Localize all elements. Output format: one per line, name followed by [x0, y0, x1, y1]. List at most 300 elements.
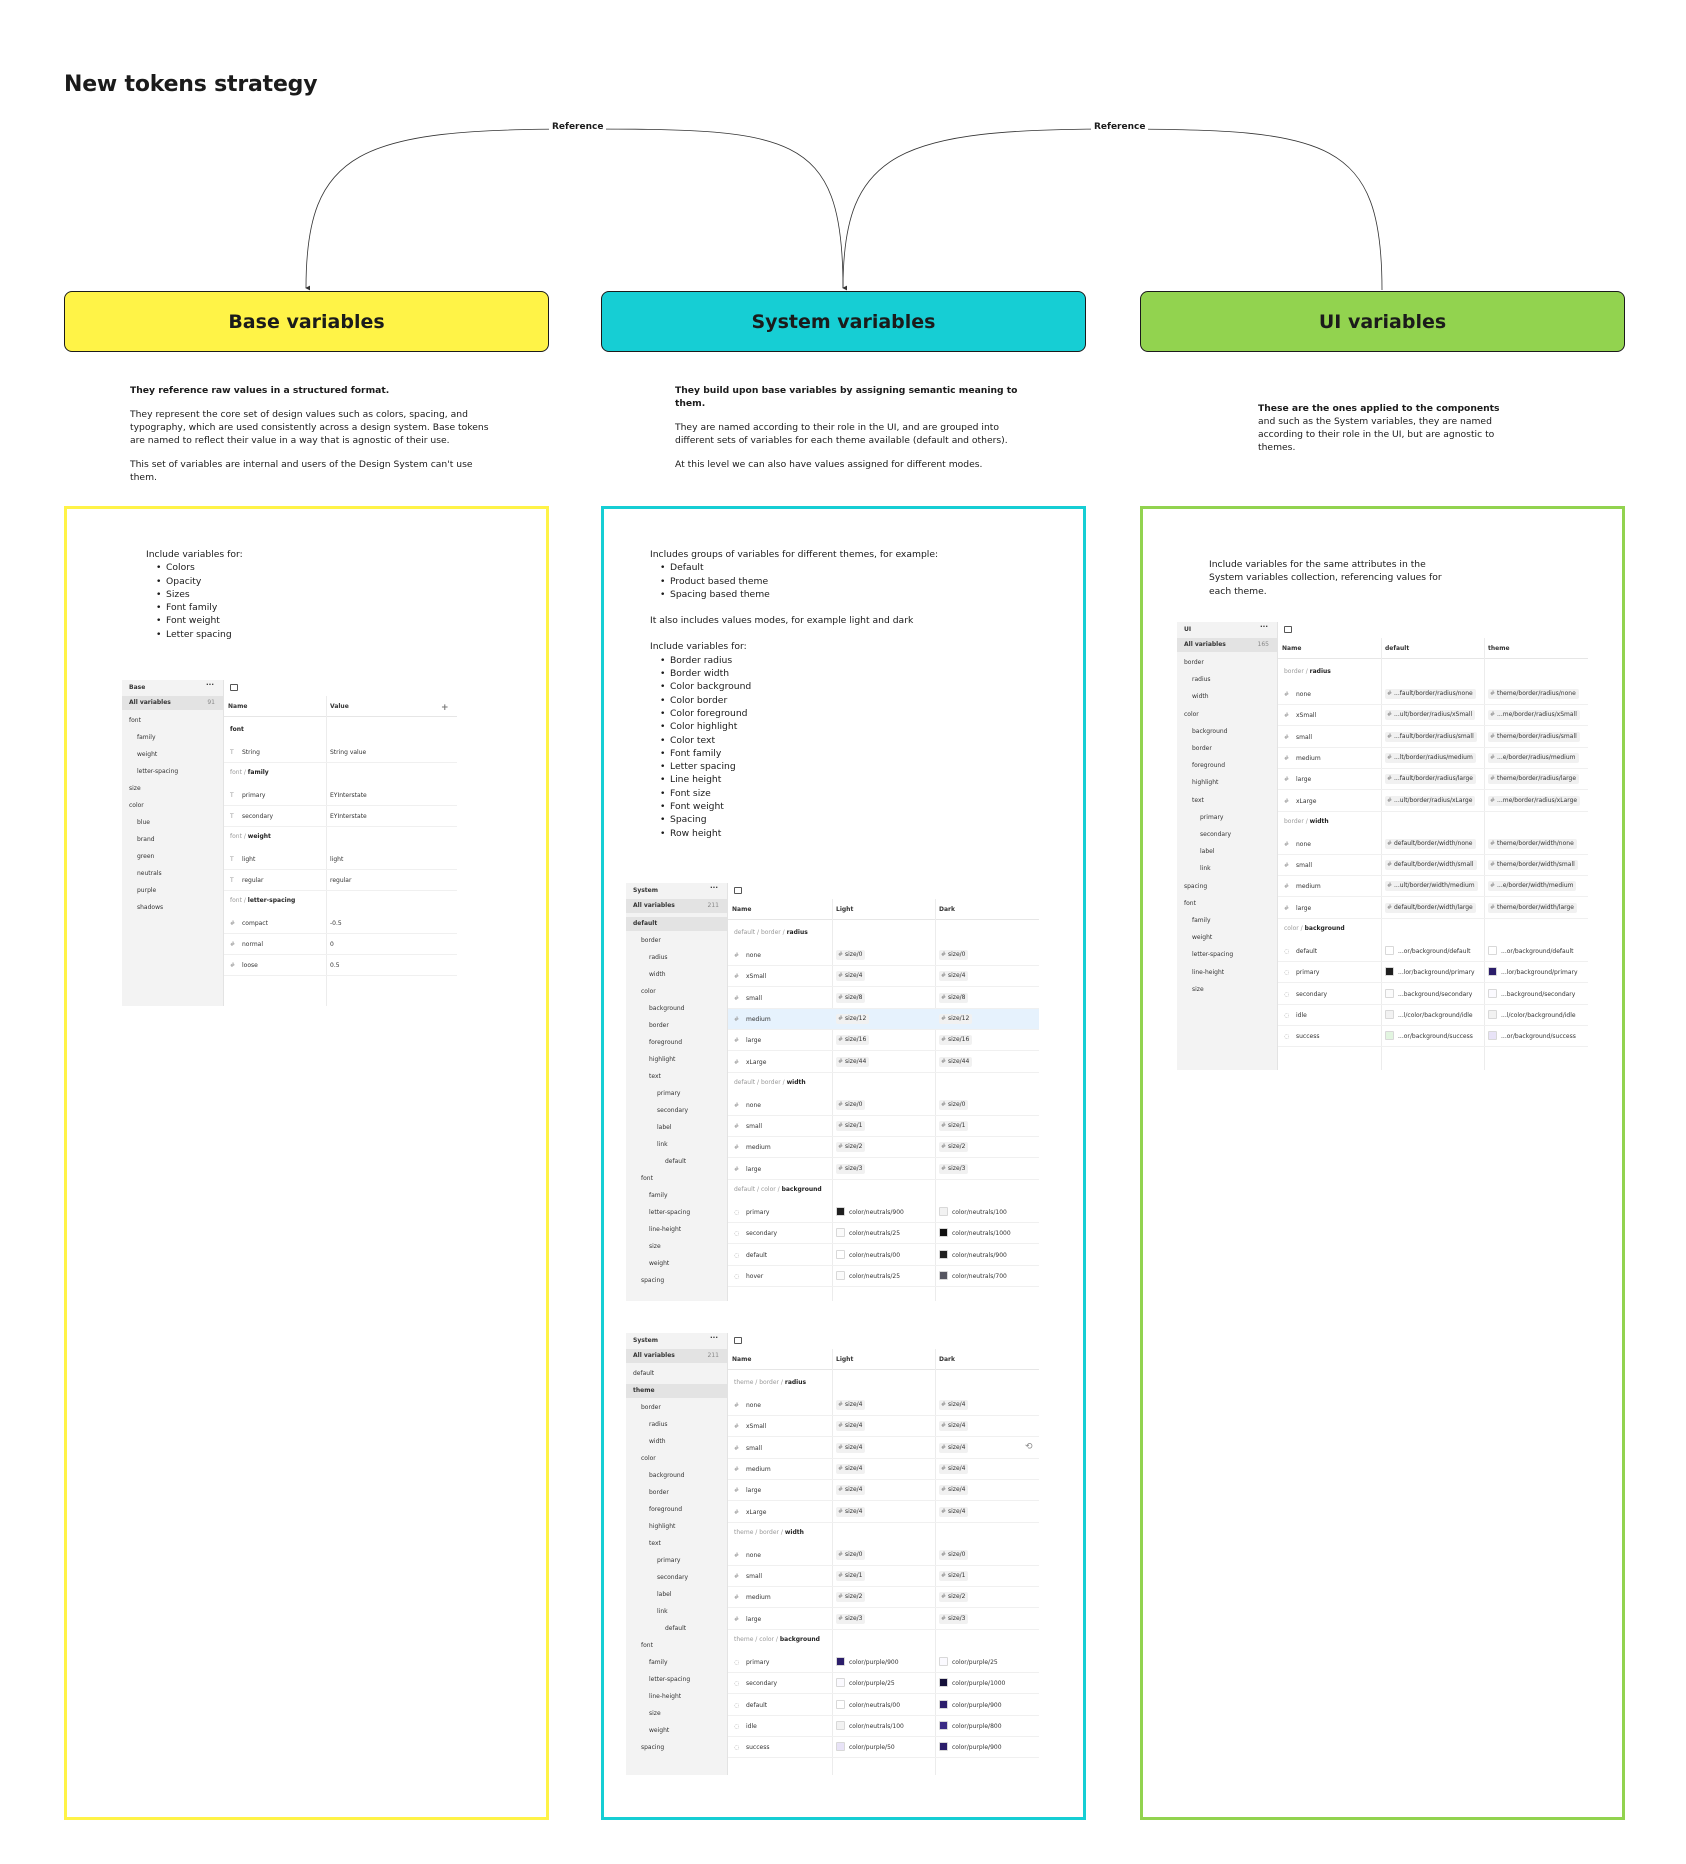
- sidebar-group-item[interactable]: purple: [137, 887, 157, 894]
- alias-pill[interactable]: # default/border/width/large: [1385, 903, 1476, 913]
- table-row[interactable]: [728, 1502, 1039, 1523]
- table-row[interactable]: [728, 1459, 1039, 1480]
- variable-value[interactable]: EYInterstate: [330, 813, 367, 820]
- alias-pill[interactable]: # size/4: [836, 1485, 865, 1495]
- sidebar-all-variables[interactable]: [626, 1349, 727, 1363]
- table-row[interactable]: [728, 1566, 1039, 1587]
- sidebar-group-item[interactable]: weight: [137, 751, 158, 758]
- alias-pill[interactable]: # size/44: [836, 1057, 869, 1067]
- alias-value[interactable]: color/neutrals/1000: [952, 1230, 1011, 1238]
- sidebar-group-item[interactable]: letter-spacing: [649, 1676, 691, 1683]
- table-row[interactable]: [224, 870, 457, 891]
- variable-value[interactable]: 0.5: [330, 962, 340, 969]
- sidebar-group-item[interactable]: color: [1184, 710, 1199, 718]
- sidebar-group-item[interactable]: family: [649, 1192, 668, 1199]
- table-row[interactable]: [728, 1395, 1039, 1416]
- table-row[interactable]: [224, 913, 457, 934]
- table-row[interactable]: [728, 1716, 1039, 1737]
- table-row[interactable]: [728, 966, 1039, 987]
- variable-name[interactable]: medium: [746, 1144, 771, 1152]
- alias-pill[interactable]: # size/3: [939, 1164, 968, 1174]
- variable-name[interactable]: default: [746, 1251, 768, 1259]
- variable-value[interactable]: 0: [330, 941, 334, 948]
- variable-name[interactable]: normal: [242, 941, 264, 948]
- alias-value[interactable]: color/purple/800: [952, 1722, 1002, 1730]
- variable-value[interactable]: -0.5: [330, 920, 342, 927]
- variable-name[interactable]: medium: [746, 1465, 771, 1473]
- sidebar-group-item[interactable]: primary: [1200, 813, 1224, 821]
- group-path: font /: [230, 769, 248, 776]
- variable-name[interactable]: secondary: [242, 813, 274, 820]
- variable-name[interactable]: xLarge: [746, 1058, 767, 1066]
- table-row[interactable]: [224, 849, 457, 870]
- alias-pill[interactable]: # size/4: [836, 1443, 865, 1453]
- sidebar-group-item[interactable]: border: [1184, 659, 1204, 666]
- sidebar-group-item[interactable]: border: [641, 937, 661, 944]
- alias-pill[interactable]: # size/12: [939, 1014, 972, 1024]
- alias-pill[interactable]: # size/1: [939, 1121, 968, 1131]
- table-row[interactable]: [1278, 791, 1588, 812]
- table-row[interactable]: [1278, 984, 1588, 1005]
- variable-name[interactable]: large: [1296, 776, 1312, 784]
- sidebar-group-item[interactable]: text: [1192, 796, 1204, 804]
- table-row[interactable]: [1278, 834, 1588, 855]
- alias-pill[interactable]: # size/0: [836, 1100, 865, 1110]
- sidebar-group-item[interactable]: border: [1192, 745, 1212, 752]
- sidebar-group-item[interactable]: default: [665, 1158, 687, 1165]
- sidebar-group-item[interactable]: foreground: [1192, 762, 1226, 770]
- alias-pill[interactable]: # ...e/border/radius/medium: [1488, 753, 1579, 763]
- alias-pill[interactable]: # ...ult/border/radius/xLarge: [1385, 796, 1475, 806]
- variable-name[interactable]: xLarge: [1296, 797, 1317, 805]
- alias-value[interactable]: color/neutrals/900: [849, 1209, 904, 1216]
- variable-name[interactable]: small: [1296, 733, 1312, 741]
- alias-pill[interactable]: # size/2: [939, 1142, 968, 1152]
- table-row[interactable]: [728, 1609, 1039, 1630]
- sidebar-group-item[interactable]: width: [649, 1438, 666, 1445]
- variable-name[interactable]: success: [1296, 1033, 1320, 1041]
- variable-name[interactable]: String: [242, 749, 260, 756]
- alias-value[interactable]: ...or/background/default: [1398, 948, 1471, 955]
- alias-pill[interactable]: # ...lt/border/radius/medium: [1385, 753, 1476, 763]
- sidebar-group-item[interactable]: primary: [657, 1090, 681, 1097]
- sidebar-group-item[interactable]: radius: [1192, 676, 1211, 684]
- variable-name[interactable]: none: [746, 952, 761, 959]
- alias-value[interactable]: color/purple/25: [849, 1680, 895, 1688]
- table-row[interactable]: [728, 1095, 1039, 1116]
- sidebar-group-item[interactable]: color: [129, 802, 144, 809]
- table-row[interactable]: [728, 1009, 1039, 1030]
- alias-pill[interactable]: # size/1: [939, 1571, 968, 1581]
- table-row[interactable]: [728, 1737, 1039, 1758]
- alias-pill[interactable]: # size/4: [836, 1507, 865, 1517]
- sidebar-group-item[interactable]: letter-spacing: [649, 1209, 691, 1216]
- variable-name[interactable]: none: [1296, 691, 1311, 698]
- sidebar-group-item[interactable]: weight: [649, 1727, 670, 1734]
- variable-name[interactable]: small: [746, 1573, 762, 1581]
- alias-value[interactable]: color/neutrals/100: [952, 1209, 1007, 1216]
- alias-value[interactable]: ...or/background/default: [1501, 948, 1574, 955]
- alias-value[interactable]: ...or/background/success: [1501, 1033, 1576, 1041]
- alias-value[interactable]: ...lor/background/primary: [1398, 969, 1475, 977]
- sidebar-group-item[interactable]: highlight: [649, 1523, 676, 1530]
- alias-pill[interactable]: # size/0: [836, 1550, 865, 1560]
- variable-name[interactable]: medium: [1296, 754, 1321, 762]
- sidebar-group-item[interactable]: border: [649, 1489, 669, 1496]
- sidebar-group-item[interactable]: line-height: [649, 1226, 682, 1233]
- alias-pill[interactable]: # theme/border/width/small: [1488, 860, 1578, 870]
- variable-name[interactable]: primary: [1296, 969, 1320, 977]
- alias-pill[interactable]: # theme/border/width/none: [1488, 839, 1577, 849]
- variable-name[interactable]: primary: [242, 792, 266, 799]
- toggle-panel-icon[interactable]: [734, 1337, 742, 1344]
- table-row[interactable]: [1278, 1005, 1588, 1026]
- variable-name[interactable]: large: [746, 1165, 762, 1173]
- sidebar-group-item[interactable]: text: [649, 1073, 661, 1080]
- alias-value[interactable]: ...l/color/background/idle: [1398, 1011, 1473, 1019]
- alias-value[interactable]: color/neutrals/00: [849, 1701, 901, 1709]
- table-row[interactable]: [728, 1266, 1039, 1287]
- sidebar-group-item[interactable]: size: [649, 1243, 661, 1250]
- more-icon[interactable]: ···: [710, 884, 718, 892]
- variable-name[interactable]: xSmall: [746, 1423, 767, 1431]
- sidebar-group-item[interactable]: label: [657, 1124, 672, 1131]
- sidebar-group-item[interactable]: highlight: [1192, 779, 1219, 787]
- table-row[interactable]: [224, 742, 457, 763]
- variable-name[interactable]: medium: [746, 1594, 771, 1602]
- sidebar-group-item[interactable]: border: [641, 1404, 661, 1411]
- variable-name[interactable]: large: [1296, 904, 1312, 912]
- sidebar-group-item[interactable]: radius: [649, 1421, 668, 1428]
- variable-name[interactable]: secondary: [746, 1230, 778, 1238]
- alias-pill[interactable]: # ...ult/border/width/medium: [1385, 881, 1478, 891]
- sidebar-all-variables[interactable]: [626, 899, 727, 913]
- sidebar-group-item[interactable]: theme: [626, 1384, 727, 1398]
- table-row[interactable]: [1278, 748, 1588, 769]
- variable-name[interactable]: secondary: [1296, 990, 1328, 998]
- table-row[interactable]: [224, 806, 457, 827]
- table-row[interactable]: [1278, 898, 1588, 919]
- sidebar-group-item[interactable]: green: [137, 853, 155, 860]
- variable-name[interactable]: default: [1296, 948, 1318, 955]
- toggle-panel-icon[interactable]: [734, 887, 742, 894]
- sidebar-group-item[interactable]: letter-spacing: [1192, 951, 1234, 959]
- variable-name[interactable]: large: [746, 1615, 762, 1623]
- sidebar-group-item[interactable]: neutrals: [137, 870, 162, 877]
- table-row[interactable]: [728, 1137, 1039, 1158]
- variable-name[interactable]: primary: [746, 1659, 770, 1666]
- sidebar-group-item[interactable]: primary: [657, 1557, 681, 1564]
- table-row[interactable]: [224, 785, 457, 806]
- sidebar-group-item[interactable]: color: [641, 988, 656, 995]
- alias-pill[interactable]: # size/1: [836, 1121, 865, 1131]
- alias-value[interactable]: color/neutrals/00: [849, 1251, 901, 1259]
- sidebar-all-variables[interactable]: [1177, 638, 1277, 652]
- table-row[interactable]: [728, 1673, 1039, 1694]
- more-icon[interactable]: ···: [710, 1334, 718, 1342]
- alias-pill[interactable]: # default/border/width/none: [1385, 839, 1476, 849]
- table-row[interactable]: [728, 1695, 1039, 1716]
- sidebar-group-item[interactable]: size: [649, 1710, 661, 1717]
- table-row[interactable]: [1278, 705, 1588, 726]
- sidebar-group-item[interactable]: foreground: [649, 1039, 683, 1046]
- sidebar-group-item[interactable]: label: [657, 1591, 672, 1598]
- alias-pill[interactable]: # size/16: [939, 1035, 972, 1045]
- variable-name[interactable]: xSmall: [746, 973, 767, 981]
- table-row[interactable]: [728, 1030, 1039, 1051]
- alias-value[interactable]: color/purple/25: [952, 1659, 998, 1666]
- table-row[interactable]: [1278, 684, 1588, 705]
- sidebar-group-item[interactable]: border: [649, 1022, 669, 1029]
- variable-name[interactable]: regular: [242, 877, 264, 884]
- sidebar-group-item[interactable]: secondary: [657, 1107, 689, 1114]
- alias-pill[interactable]: # ...me/border/radius/xSmall: [1488, 710, 1580, 720]
- table-row[interactable]: [728, 1652, 1039, 1673]
- alias-pill[interactable]: # ...fault/border/radius/large: [1385, 774, 1476, 784]
- sidebar-group-item[interactable]: default: [665, 1625, 687, 1632]
- variable-name[interactable]: small: [1296, 862, 1312, 870]
- alias-value[interactable]: color/purple/900: [952, 1744, 1002, 1752]
- variable-name[interactable]: none: [746, 1101, 761, 1109]
- alias-pill[interactable]: # ...me/border/radius/xLarge: [1488, 796, 1580, 806]
- table-row[interactable]: [728, 988, 1039, 1009]
- alias-pill[interactable]: # size/44: [939, 1057, 972, 1067]
- variable-name[interactable]: xSmall: [1296, 712, 1317, 720]
- sidebar-group-item[interactable]: background: [649, 1472, 685, 1479]
- sidebar-group-item[interactable]: link: [657, 1608, 668, 1615]
- alias-pill[interactable]: # size/8: [939, 993, 968, 1003]
- sidebar-group-item[interactable]: family: [137, 734, 156, 741]
- sidebar-group-item[interactable]: default: [633, 1370, 655, 1377]
- table-row[interactable]: [728, 1416, 1039, 1437]
- alias-pill[interactable]: # ...ult/border/radius/xSmall: [1385, 710, 1475, 720]
- table-row[interactable]: [728, 1545, 1039, 1566]
- more-icon[interactable]: ···: [206, 681, 214, 689]
- alias-pill[interactable]: # size/4: [939, 1485, 968, 1495]
- sidebar-group-item[interactable]: width: [1192, 693, 1209, 701]
- variable-name[interactable]: hover: [746, 1272, 764, 1280]
- variable-name[interactable]: none: [746, 1402, 761, 1409]
- variable-value[interactable]: light: [330, 856, 344, 863]
- table-row[interactable]: [224, 934, 457, 955]
- alias-pill[interactable]: # size/4: [836, 1400, 865, 1410]
- alias-pill[interactable]: # size/3: [836, 1614, 865, 1624]
- sidebar-group-item[interactable]: line-height: [649, 1693, 682, 1700]
- variable-name[interactable]: medium: [1296, 883, 1321, 891]
- alias-pill[interactable]: # size/4: [836, 1421, 865, 1431]
- variable-name[interactable]: light: [242, 856, 256, 863]
- sidebar-group-item[interactable]: spacing: [1184, 882, 1208, 890]
- sidebar-group-item[interactable]: family: [1192, 917, 1211, 924]
- alias-value[interactable]: ...background/secondary: [1398, 990, 1473, 998]
- alias-pill[interactable]: # size/4: [836, 971, 865, 981]
- alias-pill[interactable]: # size/3: [836, 1164, 865, 1174]
- sidebar-group-item[interactable]: line-height: [1192, 968, 1225, 976]
- variable-name[interactable]: xLarge: [746, 1508, 767, 1516]
- variable-name[interactable]: none: [746, 1551, 761, 1559]
- sidebar-group-item[interactable]: size: [1192, 985, 1204, 993]
- sidebar-group-item[interactable]: secondary: [657, 1574, 689, 1581]
- variable-name[interactable]: medium: [746, 1015, 771, 1023]
- alias-pill[interactable]: # theme/border/radius/small: [1488, 732, 1580, 742]
- collection-name[interactable]: Base: [129, 684, 146, 691]
- table-row[interactable]: [1278, 941, 1588, 962]
- color-swatch: [939, 1228, 948, 1237]
- variable-name[interactable]: default: [746, 1701, 768, 1709]
- sidebar-group-item[interactable]: weight: [1192, 934, 1213, 942]
- table-row[interactable]: [728, 1587, 1039, 1608]
- alias-pill[interactable]: # size/3: [939, 1614, 968, 1624]
- sidebar-group-item[interactable]: font: [129, 717, 141, 724]
- alias-value[interactable]: color/purple/1000: [952, 1680, 1006, 1688]
- table-row[interactable]: [224, 955, 457, 976]
- sidebar-group-item[interactable]: font: [1184, 899, 1196, 907]
- variable-name[interactable]: large: [746, 1037, 762, 1045]
- table-row[interactable]: [728, 1116, 1039, 1137]
- table-row[interactable]: [1278, 876, 1588, 897]
- alias-pill[interactable]: # size/4: [939, 971, 968, 981]
- alias-pill[interactable]: # size/0: [939, 950, 968, 960]
- table-row[interactable]: [1278, 769, 1588, 790]
- variable-name[interactable]: loose: [242, 962, 258, 969]
- sidebar-group-item[interactable]: link: [657, 1141, 668, 1148]
- alias-pill[interactable]: # size/2: [939, 1592, 968, 1602]
- sidebar-group-item[interactable]: weight: [649, 1260, 670, 1267]
- alias-value[interactable]: ...background/secondary: [1501, 990, 1576, 998]
- table-row[interactable]: [728, 1480, 1039, 1501]
- sidebar-group-item[interactable]: radius: [649, 954, 668, 961]
- table-row[interactable]: [728, 1052, 1039, 1073]
- alias-pill[interactable]: # size/4: [939, 1464, 968, 1474]
- variable-name[interactable]: large: [746, 1487, 762, 1495]
- variable-name[interactable]: idle: [1296, 1011, 1307, 1019]
- variable-value[interactable]: String value: [330, 749, 367, 756]
- alias-pill[interactable]: # size/16: [836, 1035, 869, 1045]
- sidebar-group-item[interactable]: brand: [137, 836, 155, 843]
- table-row[interactable]: [728, 1223, 1039, 1244]
- alias-pill[interactable]: # size/4: [836, 1464, 865, 1474]
- variable-name[interactable]: compact: [242, 920, 268, 927]
- table-row[interactable]: [728, 1438, 1039, 1459]
- alias-pill[interactable]: # theme/border/width/large: [1488, 903, 1577, 913]
- variable-name[interactable]: small: [746, 994, 762, 1002]
- collection-name[interactable]: UI: [1184, 626, 1192, 633]
- alias-value[interactable]: color/purple/900: [849, 1659, 899, 1666]
- detach-alias-icon[interactable]: ⟲: [1025, 1441, 1033, 1452]
- alias-pill[interactable]: # size/2: [836, 1142, 865, 1152]
- sidebar-group-item[interactable]: foreground: [649, 1506, 683, 1513]
- collection-name[interactable]: System: [633, 887, 658, 894]
- table-row[interactable]: [1278, 1026, 1588, 1047]
- alias-pill[interactable]: # ...e/border/width/medium: [1488, 881, 1576, 891]
- variable-value[interactable]: EYInterstate: [330, 792, 367, 799]
- alias-pill[interactable]: # size/12: [836, 1014, 869, 1024]
- sidebar-group-item[interactable]: color: [641, 1455, 656, 1462]
- table-row[interactable]: [728, 945, 1039, 966]
- sidebar-group-item[interactable]: font: [641, 1642, 653, 1649]
- sidebar-group-item[interactable]: default: [626, 917, 727, 931]
- sidebar-group-item[interactable]: letter-spacing: [137, 768, 179, 775]
- sidebar-group-item[interactable]: background: [649, 1005, 685, 1012]
- table-row[interactable]: [728, 1245, 1039, 1266]
- alias-pill[interactable]: # size/8: [836, 993, 865, 1003]
- toggle-panel-icon[interactable]: [1284, 626, 1292, 633]
- table-row[interactable]: [1278, 962, 1588, 983]
- alias-value[interactable]: ...lor/background/primary: [1501, 969, 1578, 977]
- alias-value[interactable]: color/purple/900: [952, 1701, 1002, 1709]
- sidebar-group-item[interactable]: secondary: [1200, 831, 1232, 838]
- color-variable-icon: ◌: [1284, 969, 1290, 977]
- variable-value[interactable]: regular: [330, 877, 352, 884]
- alias-pill[interactable]: # size/2: [836, 1592, 865, 1602]
- alias-pill[interactable]: # size/4: [939, 1507, 968, 1517]
- alias-value[interactable]: color/purple/50: [849, 1744, 895, 1752]
- variable-name[interactable]: small: [746, 1123, 762, 1131]
- alias-pill[interactable]: # size/0: [939, 1550, 968, 1560]
- variable-name[interactable]: primary: [746, 1209, 770, 1216]
- sidebar-group-item[interactable]: text: [649, 1540, 661, 1547]
- sidebar-group-item[interactable]: link: [1200, 865, 1211, 873]
- collection-name[interactable]: System: [633, 1337, 658, 1344]
- alias-value[interactable]: ...or/background/success: [1398, 1033, 1473, 1041]
- sidebar-group-item[interactable]: background: [1192, 727, 1228, 735]
- alias-pill[interactable]: # ...fault/border/radius/none: [1385, 689, 1476, 699]
- add-mode-icon[interactable]: +: [441, 703, 449, 713]
- variable-name[interactable]: small: [746, 1444, 762, 1452]
- alias-pill[interactable]: # size/0: [836, 950, 865, 960]
- alias-pill[interactable]: # size/4: [939, 1421, 968, 1431]
- more-icon[interactable]: ···: [1260, 623, 1268, 631]
- variable-name[interactable]: success: [746, 1744, 770, 1752]
- variable-name[interactable]: idle: [746, 1722, 757, 1730]
- alias-pill[interactable]: # size/0: [939, 1100, 968, 1110]
- sidebar-group-item[interactable]: shadows: [137, 904, 164, 911]
- sidebar-group-item[interactable]: label: [1200, 848, 1215, 856]
- alias-pill[interactable]: # size/4: [939, 1443, 968, 1453]
- sidebar-group-item[interactable]: spacing: [641, 1744, 665, 1751]
- alias-pill[interactable]: # default/border/width/small: [1385, 860, 1477, 870]
- alias-pill[interactable]: # size/4: [939, 1400, 968, 1410]
- toggle-panel-icon[interactable]: [230, 684, 238, 691]
- alias-pill[interactable]: # theme/border/radius/large: [1488, 774, 1579, 784]
- sidebar-group-item[interactable]: family: [649, 1659, 668, 1666]
- sidebar-all-variables[interactable]: [122, 696, 223, 710]
- sidebar-group-item[interactable]: size: [129, 785, 141, 792]
- page-title: New tokens strategy: [64, 72, 318, 97]
- sidebar-group-item[interactable]: width: [649, 971, 666, 978]
- variable-name[interactable]: none: [1296, 840, 1311, 848]
- alias-value[interactable]: color/neutrals/900: [952, 1251, 1007, 1259]
- sidebar-group-item[interactable]: font: [641, 1175, 653, 1182]
- sidebar-group-item[interactable]: highlight: [649, 1056, 676, 1063]
- alias-value[interactable]: color/neutrals/700: [952, 1272, 1007, 1280]
- number-variable-icon: #: [1284, 712, 1290, 720]
- table-row[interactable]: [1278, 727, 1588, 748]
- alias-pill[interactable]: # size/1: [836, 1571, 865, 1581]
- sidebar-group-item[interactable]: blue: [137, 819, 150, 826]
- table-row[interactable]: [728, 1202, 1039, 1223]
- variable-name[interactable]: secondary: [746, 1680, 778, 1688]
- table-row[interactable]: [1278, 855, 1588, 876]
- alias-pill[interactable]: # theme/border/radius/none: [1488, 689, 1579, 699]
- alias-pill[interactable]: # ...fault/border/radius/small: [1385, 732, 1477, 742]
- table-row[interactable]: [728, 1159, 1039, 1180]
- sidebar-group-item[interactable]: spacing: [641, 1277, 665, 1284]
- alias-value[interactable]: color/neutrals/25: [849, 1230, 901, 1238]
- alias-value[interactable]: ...l/color/background/idle: [1501, 1011, 1576, 1019]
- alias-value[interactable]: color/neutrals/25: [849, 1272, 901, 1280]
- alias-value[interactable]: color/neutrals/100: [849, 1722, 904, 1730]
